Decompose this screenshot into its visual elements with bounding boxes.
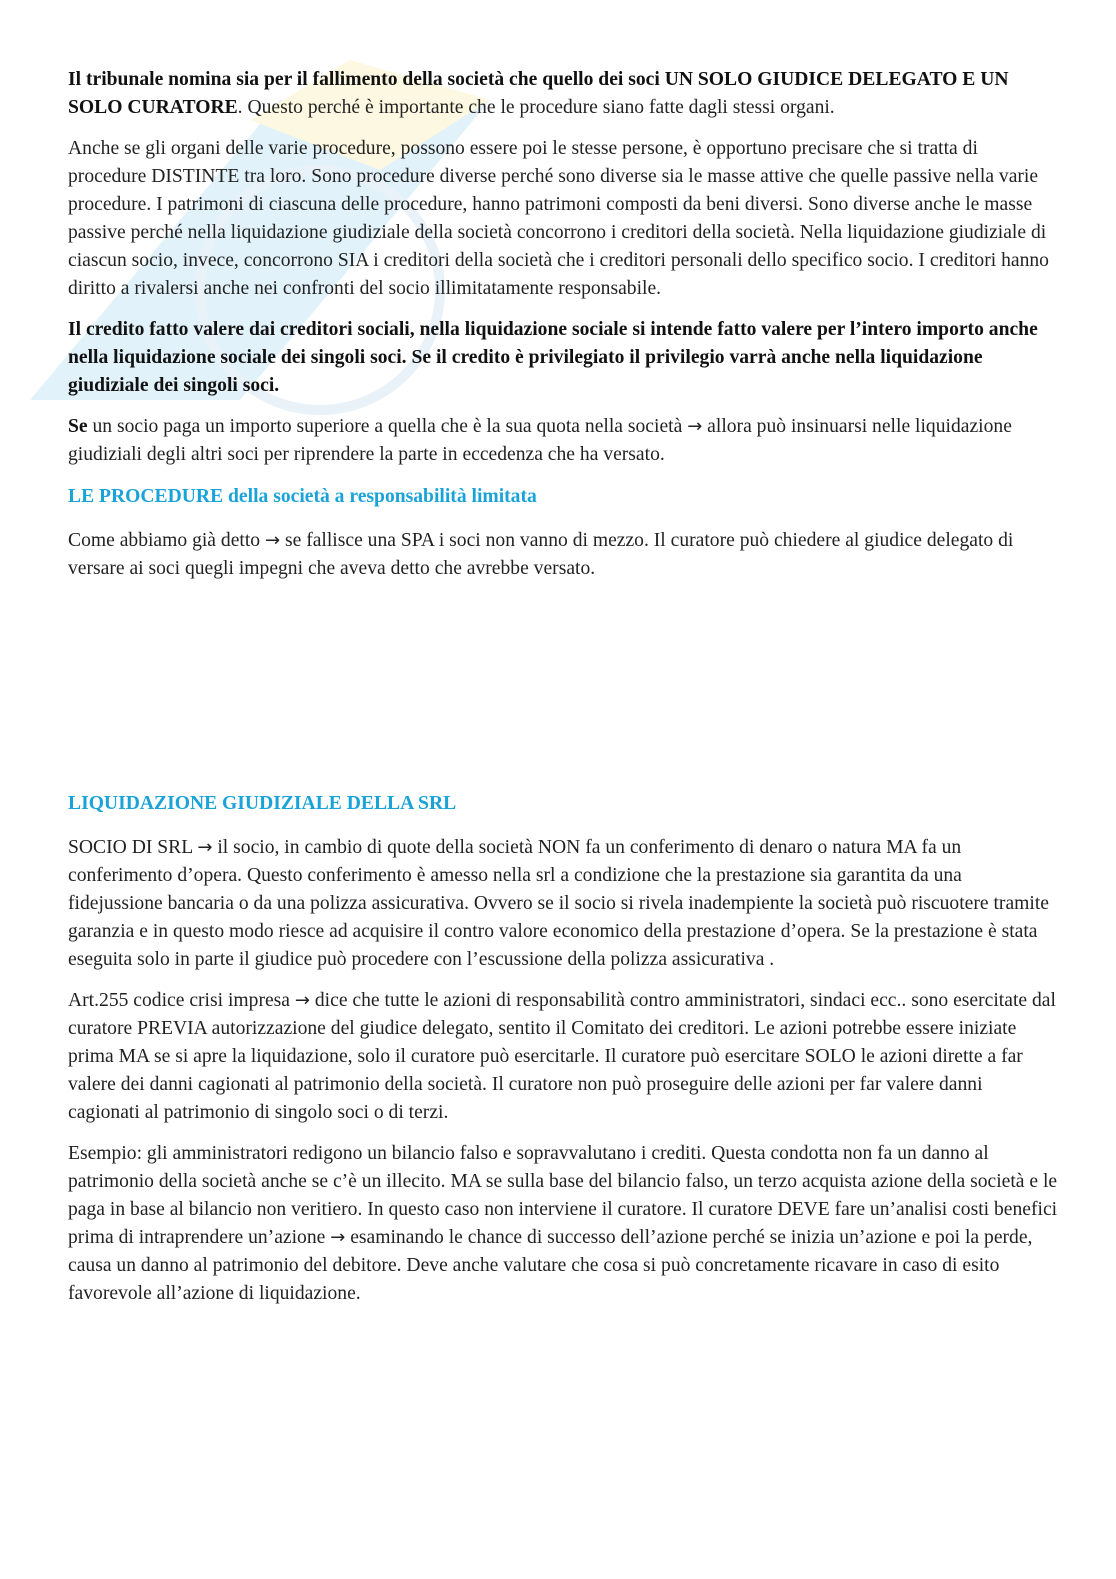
arrow-right-icon: → [264,530,281,551]
arrow-right-icon: → [687,416,703,437]
paragraph-socio-paga [68,413,1058,469]
paragraph-esempio-b: esaminando le chance di successo dell’azione perché se inizia un’azione e poi la perde, causa un danno al patrimonio del debitore. Deve anche valutare che cosa si può concretamente ricavare in caso di esito favorevole all’azione di liquidazione. [68,1227,1033,1304]
paragraph-socio-paga-a: un socio paga un importo superiore a quella che è la sua quota nella società [87,416,688,437]
blank-space [68,596,1058,776]
paragraph-spa-a: Come abbiamo già detto [68,530,265,551]
paragraph-spa-b: se fallisce una SPA i soci non vanno di mezzo. Il curatore può chiedere al giudice delegato di versare ai soci quegli impegni che aveva detto che avrebbe versato. [68,530,1014,579]
paragraph-socio-srl-a: SOCIO DI SRL [68,837,198,858]
paragraph-spa [68,527,1058,583]
paragraph-tribunale [68,66,1058,122]
heading-procedure-srl: LE PROCEDURE della società a responsabilità limitata [68,486,537,507]
paragraph-socio-srl-b: il socio, in cambio di quote della società NON fa un conferimento di denaro o natura MA fa un conferimento d’opera. Questo conferimento è amesso nella srl a condizione che la prestazione sia garantita da una fidejussione bancaria o da una polizza assicurativa. Ovvero se il socio si rivela inadempiente la società può riscuotere tramite garanzia e in questo modo riesce ad acquisire il contro valore economico della prestazione d’opera. Se la prestazione è stata eseguita solo in parte il giudice può procedere con l’escussione della polizza assicurativa . [68,837,1049,970]
arrow-right-icon: → [197,837,213,858]
heading-liquidazione-srl: LIQUIDAZIONE GIUDIZIALE DELLA SRL [68,793,457,814]
paragraph-socio-paga-lead: Se [68,416,88,437]
paragraph-tribunale-bold: Il tribunale nomina sia per il fallimento della società che quello dei soci UN SOLO GIUDICE DELEGATO E UN SOLO CURATORE [68,69,1009,118]
paragraph-esempio [68,1140,1058,1308]
paragraph-socio-paga-b: allora può insinuarsi nelle liquidazione giudiziali degli altri soci per riprendere la parte in eccedenza che ha versato. [68,416,1012,465]
paragraph-credito-sociale: Il credito fatto valere dai creditori sociali, nella liquidazione sociale si intende fatto valere per l’intero importo anche nella liquidazione sociale dei singoli soci. Se il credito è privilegiato il privilegio varrà anche nella liquidazione giudiziale dei singoli soci. [68,319,1038,396]
paragraph-art-255 [68,987,1058,1127]
document-page [68,66,1058,1321]
paragraph-art-255-b: dice che tutte le azioni di responsabilità contro amministratori, sindaci ecc.. sono esercitate dal curatore PREVIA autorizzazione del giudice delegato, sentito il Comitato dei creditori. Le azioni potrebbe essere iniziate prima MA se si apre la liquidazione, solo il curatore può esercitarle. Il curatore può esercitare SOLO le azioni dirette a far valere dei danni cagionati al patrimonio della società. Il curatore non può proseguire delle azioni per far valere danni cagionati al patrimonio di singolo soci o di terzi. [68,990,1056,1123]
paragraph-art-255-a: Art.255 codice crisi impresa [68,990,295,1011]
paragraph-tribunale-rest: . Questo perché è importante che le procedure siano fatte dagli stessi organi. [237,97,835,118]
arrow-right-icon: → [294,990,310,1011]
paragraph-esempio-a: Esempio: gli amministratori redigono un bilancio falso e sopravvalutano i crediti. Questa condotta non fa un danno al patrimonio della società anche se c’è un illecito. MA se sulla base del bilancio falso, un terzo acquista azione della società e le paga in base al bilancio non veritiero. In questo caso non interviene il curatore. Il curatore DEVE fare un’analisi costi benefici prima di intraprendere un’azione [68,1143,1058,1248]
paragraph-socio-srl [68,834,1058,974]
arrow-right-icon: → [330,1227,346,1248]
paragraph-procedure-distinte: Anche se gli organi delle varie procedure, possono essere poi le stesse persone, è opportuno precisare che si tratta di procedure DISTINTE tra loro. Sono procedure diverse perché sono diverse sia le masse attive che quelle passive nella varie procedure. I patrimoni di ciascuna delle procedure, hanno patrimoni composti da beni diversi. Sono diverse anche le masse passive perché nella liquidazione giudiziale della società concorrono i creditori della società. Nella liquidazione giudiziale di ciascun socio, invece, concorrono SIA i creditori della società che i creditori personali dello specifico socio. I creditori hanno diritto a rivalersi anche nei confronti del socio illimitatamente responsabile. [68,138,1049,299]
